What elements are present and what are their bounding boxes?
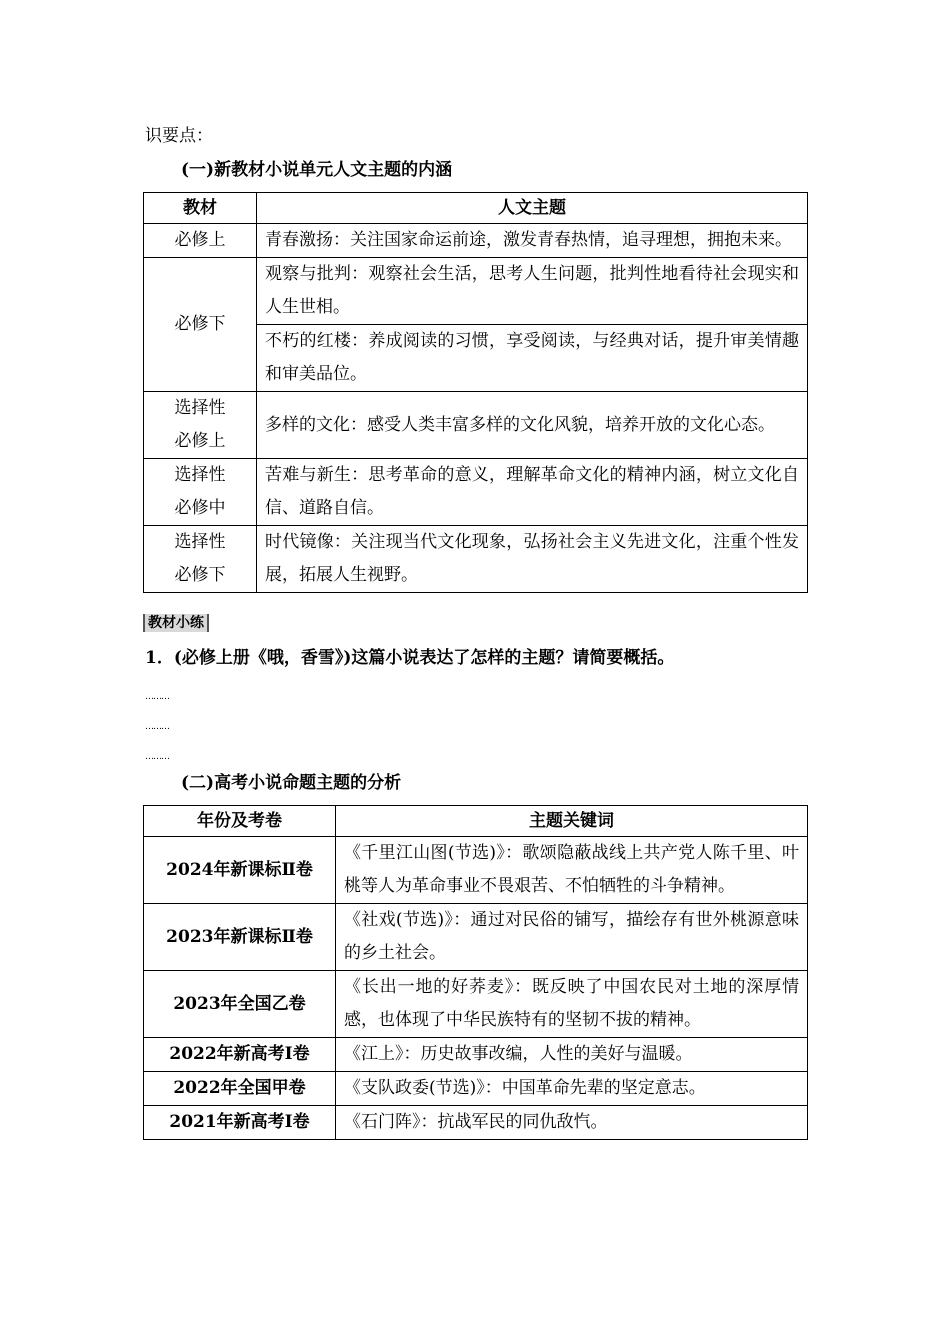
textbook-cell: 选择性必修下 <box>144 526 257 593</box>
column-header: 年份及考卷 <box>144 806 336 837</box>
table-row <box>144 904 808 971</box>
table-row <box>144 224 808 258</box>
theme-cell: 不朽的红楼：养成阅读的习惯，享受阅读，与经典对话，提升审美情趣和审美品位。 <box>257 325 808 392</box>
keywords-cell: 《石门阵》：抗战军民的同仇敌忾。 <box>336 1106 808 1140</box>
exam-themes-table <box>143 805 808 1140</box>
theme-cell: 青春激扬：关注国家命运前途，激发青春热情，追寻理想，拥抱未来。 <box>257 224 808 258</box>
answer-line[interactable]: ……… <box>145 722 169 732</box>
column-header: 教材 <box>144 193 257 224</box>
table-header-row <box>144 193 808 224</box>
practice-badge: 教材小练 <box>143 614 209 632</box>
textbook-cell: 必修上 <box>144 224 257 258</box>
theme-cell: 时代镜像：关注现当代文化现象，弘扬社会主义先进文化，注重个性发展，拓展人生视野。 <box>257 526 808 593</box>
exam-year-cell: 2023年全国乙卷 <box>144 971 336 1038</box>
keywords-cell: 《社戏(节选)》：通过对民俗的铺写，描绘存有世外桃源意味的乡土社会。 <box>336 904 808 971</box>
practice-question: 1．(必修上册《哦，香雪》)这篇小说表达了怎样的主题？请简要概括。 <box>145 648 675 668</box>
theme-cell: 观察与批判：观察社会生活，思考人生问题，批判性地看待社会现实和人生世相。 <box>257 258 808 325</box>
table-row <box>144 258 808 325</box>
table-row <box>144 1038 808 1072</box>
table-row <box>144 459 808 526</box>
textbook-cell: 必修下 <box>144 258 257 392</box>
exam-year-cell: 2022年全国甲卷 <box>144 1072 336 1106</box>
answer-line[interactable]: ……… <box>145 752 169 762</box>
textbook-cell: 选择性必修上 <box>144 392 257 459</box>
table-row <box>144 971 808 1038</box>
table-row <box>144 1072 808 1106</box>
column-header: 主题关键词 <box>336 806 808 837</box>
exam-year-cell: 2023年新课标Ⅱ卷 <box>144 904 336 971</box>
keywords-cell: 《江上》：历史故事改编，人性的美好与温暖。 <box>336 1038 808 1072</box>
keywords-cell: 《支队政委(节选)》：中国革命先辈的坚定意志。 <box>336 1072 808 1106</box>
textbook-themes-table <box>143 192 808 593</box>
column-header: 人文主题 <box>257 193 808 224</box>
intro-text: 识要点： <box>145 126 213 146</box>
keywords-cell: 《千里江山图(节选)》：歌颂隐蔽战线上共产党人陈千里、叶桃等人为革命事业不畏艰苦、不怕牺牲的斗争精神。 <box>336 837 808 904</box>
section2-heading: (二)高考小说命题主题的分析 <box>181 773 402 793</box>
keywords-cell: 《长出一地的好荞麦》：既反映了中国农民对土地的深厚情感，也体现了中华民族特有的坚韧不拔的精神。 <box>336 971 808 1038</box>
section1-heading: (一)新教材小说单元人文主题的内涵 <box>181 160 453 180</box>
table-row <box>144 1106 808 1140</box>
table-row <box>144 526 808 593</box>
table-row <box>144 837 808 904</box>
exam-year-cell: 2022年新高考Ⅰ卷 <box>144 1038 336 1072</box>
exam-year-cell: 2021年新高考Ⅰ卷 <box>144 1106 336 1140</box>
theme-cell: 多样的文化：感受人类丰富多样的文化风貌，培养开放的文化心态。 <box>257 392 808 459</box>
answer-line[interactable]: ……… <box>145 692 169 702</box>
theme-cell: 苦难与新生：思考革命的意义，理解革命文化的精神内涵，树立文化自信、道路自信。 <box>257 459 808 526</box>
table-header-row <box>144 806 808 837</box>
table-row <box>144 392 808 459</box>
textbook-cell: 选择性必修中 <box>144 459 257 526</box>
exam-year-cell: 2024年新课标Ⅱ卷 <box>144 837 336 904</box>
